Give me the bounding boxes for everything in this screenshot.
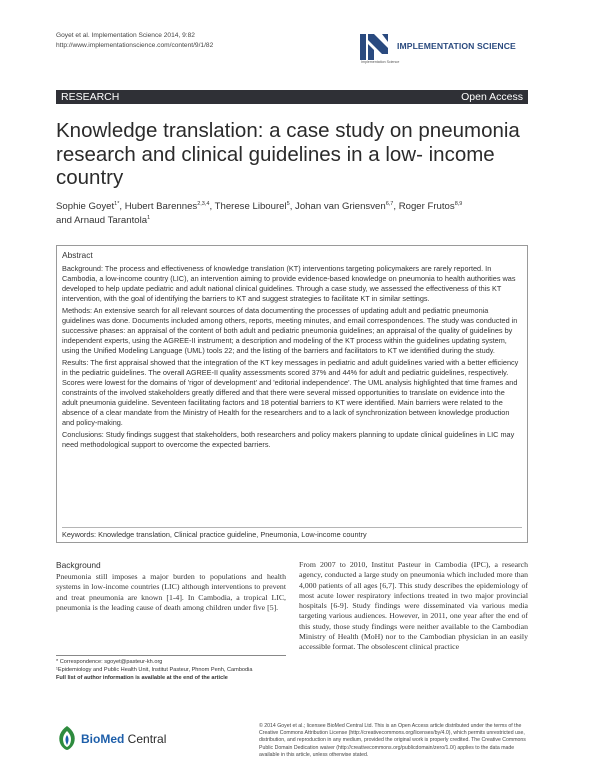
journal-logo [360,34,550,74]
abstract-heading: Abstract [62,250,93,260]
correspondence-note: * Correspondence: sgoyet@pasteur-kh.org [56,659,163,665]
publisher-logo [56,725,196,753]
license-text: © 2014 Goyet et al.; licensee BioMed Central Ltd. This is an Open Access article distributed under the terms of the Creative Commons Attribution License (http://creativecommons.org/licenses/by/4.0), which permits unrestricted use, distribution, and reproduction in any medium, provided the original work is properly credited. The Creative Commons Public Domain Dedication waiver (http://creativecommons.org/publicdomain/zero/1.0/) applies to the data made available in this article, unless otherwise stated. [259,723,526,758]
article-title: Knowledge translation: a case study on pneumonia research and clinical guidelines in a low- income country [56,119,520,189]
article-url[interactable]: http://www.implementationscience.com/content/9/1/82 [56,41,214,49]
affiliation-note: ¹Epidemiology and Public Health Unit, Institut Pasteur, Phnom Penh, Cambodia [56,667,253,673]
background-paragraph: Pneumonia still imposes a major burden to populations and health systems in low-income countries (LIC) although interventions to prevent and treat pneumonia are known [1-4]. In Cambodia, a tropical LIC, pneumonia is the leading cause of death among children under five [5]. [56,572,286,612]
article-type-label: RESEARCH [61,91,120,103]
journal-logo-subtext: Implementation Science [361,60,400,64]
citation-text: Goyet et al. Implementation Science 2014, 9:82 [56,32,195,39]
abstract-conclusions: Conclusions: Study findings suggest that stakeholders, both researchers and policy makers planning to update clinical guidelines in LIC may need methodological support to overcome the expected barriers. [62,429,515,449]
body-column-right [299,560,528,653]
author-name: Arnaud Tarantola [74,215,148,226]
publisher-name-part1: BioMed [81,732,125,746]
open-access-label: Open Access [461,91,523,103]
author-affiliation: 1* [114,200,120,207]
author-name: Sophie Goyet [56,201,115,212]
author-name: Roger Frutos [398,201,455,212]
journal-logo-icon [360,34,388,60]
author-affiliation: 8,9 [454,200,463,207]
author-affiliation: 2,3,4 [197,200,210,207]
abstract-box [56,245,528,543]
journal-name: IMPLEMENTATION SCIENCE [397,41,516,51]
author-info-note: Full list of author information is available at the end of the article [56,675,228,681]
publisher-name-part2: Central [124,732,167,746]
author-affiliation: 6,7 [385,200,394,207]
article-type-banner [56,90,528,104]
publisher-name [81,732,166,746]
author-affiliation: 5 [286,200,290,207]
footnotes [56,655,286,682]
author-name: Hubert Barennes [124,201,198,212]
abstract-results: Results: The first appraisal showed that the integration of the KT key messages in pediatric and adult guidelines varied with a better efficiency in the pediatric guidelines. The overall AGREE-II quality assessments scored 37% and 44% for adult and pediatric guidelines, respectively. Scores were lowest for the domains of 'rigor of development' and 'editorial independence'. The UML analysis highlighted that time frames and constraints of the involved stakeholders greatly differed and that there were several missed opportunities to translate on evidence into the adult pneumonia guideline. Seventeen facilitating factors and 18 potential barriers to KT were identified. Main barriers were related to the absence of a clear mandate from the Ministry of Health for the researchers and to a lack of synchronization between knowledge production and policy-making. [62,357,519,428]
abstract-keywords: Keywords: Knowledge translation, Clinical practice guideline, Pneumonia, Low-income country [62,527,522,540]
author-list: Sophie Goyet$^{1*}$, Hubert Barennes$^{2,3,4}$, Therese Libourel$^5$, Johan van Griensven$^{6,7}$, Roger Frutos$^{8,9}$ and Arnaud Tarantola$^1$ [56,200,463,226]
author-name: Therese Libourel [214,201,287,212]
citation-header [56,31,213,50]
body-paragraph: From 2007 to 2010, Institut Pasteur in Cambodia (IPC), a research agency, conducted a large study on pneumonia which included more than 4,000 patients of all ages [6,7]. This study describes the epidemiology of most acute lower respiratory infections treated in two major provincial hospitals [6-9]. Study findings were disseminated via various media targeting various audiences. However, in 2011, one year after the end of this study, those study findings were neither available to the Cambodian Ministry of Health (MoH) nor to the Cambodian physician in an easily accessible format. The obsolescent clinical practice [299,560,528,652]
abstract-background: Background: The process and effectiveness of knowledge translation (KT) interventions targeting policymakers are rarely reported. In Cambodia, a low-income country (LIC), an intervention aiming to provide evidence-based knowledge on pneumonia to health authorities was developed to help update pediatric and adult national clinical guidelines. Through a case study, we assessed the effectiveness of this KT intervention, with the goal of identifying the barriers to KT and suggest strategies to facilitate KT in similar settings. [62,264,516,304]
biomed-central-icon [56,725,78,751]
background-heading: Background [56,560,101,570]
abstract-methods: Methods: An extensive search for all relevant sources of data documenting the processes of updating adult and pediatric pneumonia guidelines was done. Documents included among others, reports, meeting minutes, and email correspondences. The study was conducted in successive phases: an appraisal of the content of both adult and pediatric pneumonia guidelines; an appraisal of the quality of guidelines by independent experts, using the AGREE-II instrument; a description and modeling of the KT process within the guidelines updating system, using the Unified Modeling Language (UML) tools 22; and the listing of the barriers and facilitators to KT we identified during the study. [62,305,518,356]
author-affiliation: 1 [147,214,151,221]
author-name: Johan van Griensven [295,201,386,212]
body-column-left [56,560,286,613]
